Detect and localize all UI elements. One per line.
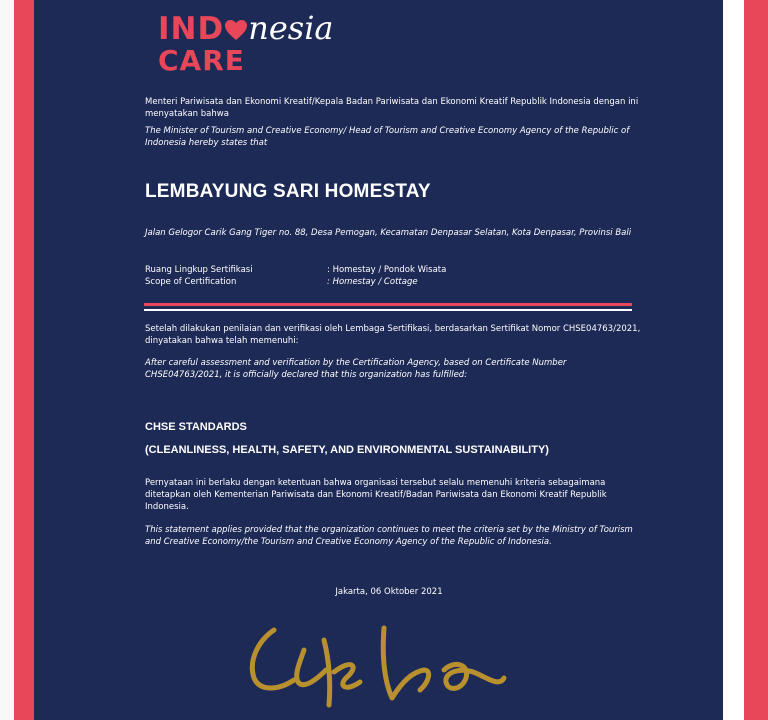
standards-title: CHSE STANDARDS (145, 421, 247, 433)
heart-icon (224, 19, 248, 41)
organization-address: Jalan Gelogor Carik Gang Tiger no. 88, Desa Pemogan, Kecamatan Denpasar Selatan, Kota Denpasar, Provinsi Bali (145, 228, 632, 238)
scope-value-en: : Homestay / Cottage (327, 277, 418, 287)
intro-indonesian: Menteri Pariwisata dan Ekonomi Kreatif/Kepala Badan Pariwisata dan Ekonomi Kreatif Republik Indonesia dengan ini menyatakan bahwa (145, 97, 639, 119)
logo-text-nesia: nesia (248, 9, 334, 47)
assessment-indonesian: Setelah dilakukan penilaian dan verifikasi oleh Lembaga Sertifikasi, berdasarkan Sertifikat Nomor CHSE04763/2021, dinyatakan bahwa telah memenuhi: (145, 324, 641, 346)
scope-row-id (145, 264, 446, 276)
indonesia-care-logo (158, 10, 334, 76)
signature (234, 600, 564, 720)
divider-white (144, 309, 632, 311)
statement-indonesian: Pernyataan ini berlaku dengan ketentuan bahwa organisasi tersebut selalu memenuhi kriteria sebagaimana ditetapkan oleh Kementerian Pariwisata dan Ekonomi Kreatif/Badan Pariwisata dan Ekonomi Kreatif Republik Indonesia. (145, 478, 607, 512)
assessment-english: After careful assessment and verification by the Certification Agency, based on Certificate Number CHSE04763/2021, it is officially declared that this organization has fulfilled: (145, 358, 567, 380)
certificate-panel (34, 0, 723, 720)
scope-value-id: : Homestay / Pondok Wisata (327, 265, 447, 275)
standards-subtitle: (CLEANLINESS, HEALTH, SAFETY, AND ENVIRONMENTAL SUSTAINABILITY) (145, 444, 549, 456)
logo-text-care: CARE (158, 44, 245, 77)
organization-name: LEMBAYUNG SARI HOMESTAY (145, 181, 431, 202)
logo-text-ind: IND (158, 11, 225, 47)
scope-label-en: Scope of Certification (145, 277, 237, 287)
left-red-border (14, 0, 34, 720)
right-red-border (744, 0, 768, 720)
page-edge (0, 0, 14, 720)
scope-row-en (145, 276, 418, 288)
intro-english: The Minister of Tourism and Creative Economy/ Head of Tourism and Creative Economy Agency of the Republic of Indonesia hereby states that (145, 126, 630, 148)
divider-red (144, 303, 632, 306)
scope-label-id: Ruang Lingkup Sertifikasi (145, 265, 253, 275)
right-white-gap (723, 0, 744, 720)
place-and-date: Jakarta, 06 Oktober 2021 (335, 587, 443, 597)
statement-english: This statement applies provided that the organization continues to meet the criteria set by the Ministry of Tourism and Creative Economy/the Tourism and Creative Economy Agency of the Republic of Indonesia. (145, 525, 633, 547)
